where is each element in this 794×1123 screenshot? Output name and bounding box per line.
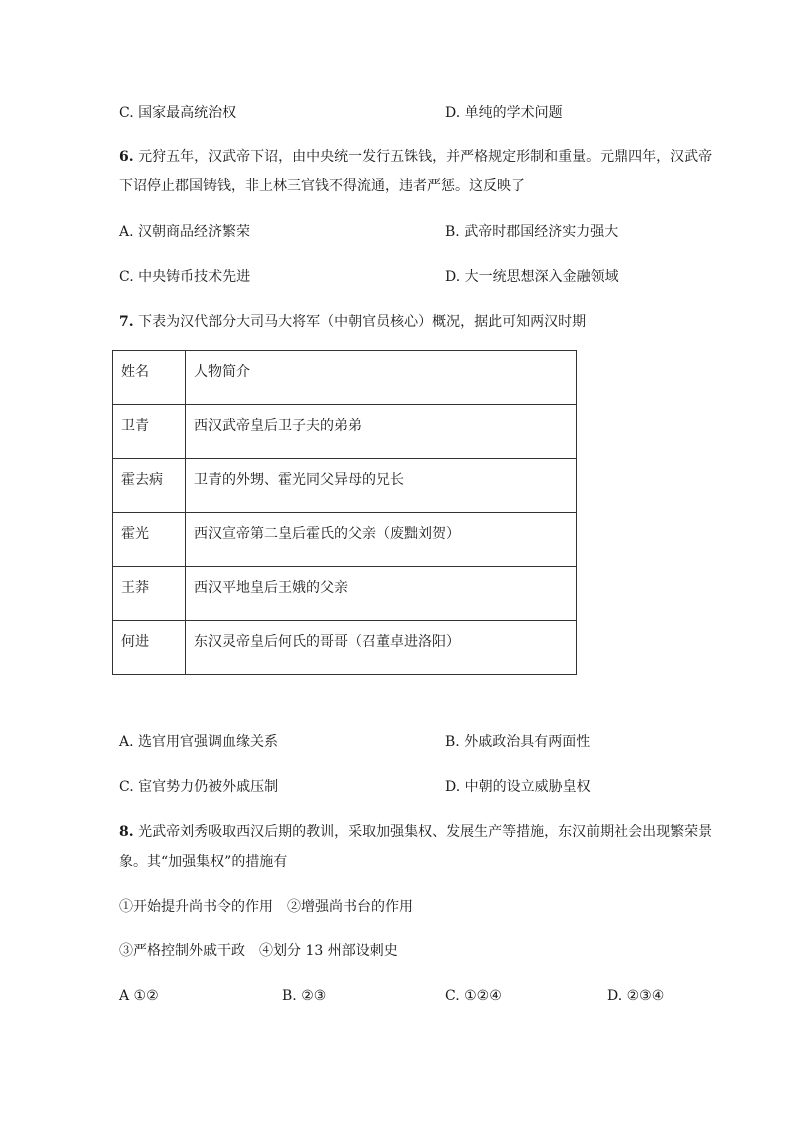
q7-option-c: C. 宦官势力仍被外戚压制 <box>119 779 279 795</box>
q6-stem-line1 <box>119 147 712 167</box>
table-row <box>113 513 577 567</box>
q8-stem-text1: 光武帝刘秀吸取西汉后期的教训，采取加强集权、发展生产等措施，东汉前期社会出现繁荣景 <box>138 824 713 840</box>
table-cell-name: 霍光 <box>113 513 186 567</box>
q6-option-c: C. 中央铸币技术先进 <box>119 269 251 285</box>
q8-stem-line1 <box>119 822 712 842</box>
table-row <box>113 459 577 513</box>
q7-option-a: A. 选官用官强调血缘关系 <box>119 734 279 750</box>
q5-option-c: C. 国家最高统治权 <box>119 105 237 121</box>
q8-option-d: D. ②③④ <box>607 988 665 1004</box>
q5-option-d: D. 单纯的学术问题 <box>445 105 563 121</box>
q7-number: 7. <box>119 314 134 330</box>
q7-option-b: B. 外戚政治具有两面性 <box>445 734 591 750</box>
table-cell-name: 卫青 <box>113 405 186 459</box>
q8-option-a: A ①② <box>119 988 159 1004</box>
table-cell-bio: 卫青的外甥、霍光同父异母的兄长 <box>186 459 577 513</box>
q6-stem-line2: 下诏停止郡国铸钱，非上林三官钱不得流通，违者严惩。这反映了 <box>119 178 525 194</box>
table-header-row <box>113 351 577 405</box>
q6-stem-text1: 元狩五年，汉武帝下诏，由中央统一发行五铢钱，并严格规定形制和重量。元鼎四年，汉武帝 <box>138 149 713 165</box>
table-header-name: 姓名 <box>113 351 186 405</box>
table-row <box>113 621 577 675</box>
table-row <box>113 567 577 621</box>
q6-option-a: A. 汉朝商品经济繁荣 <box>119 224 251 240</box>
table-cell-bio: 西汉武帝皇后卫子夫的弟弟 <box>186 405 577 459</box>
q8-items-line2: ③严格控制外戚干政 ④划分 13 州部设刺史 <box>119 943 398 959</box>
table-row <box>113 405 577 459</box>
q7-stem-text: 下表为汉代部分大司马大将军（中朝官员核心）概况，据此可知两汉时期 <box>138 314 587 330</box>
q8-option-c: C. ①②④ <box>445 988 502 1004</box>
q8-items-line1: ①开始提升尚书令的作用 ②增强尚书台的作用 <box>119 899 413 915</box>
q8-stem-line2: 象。其“加强集权”的措施有 <box>119 854 288 870</box>
table-cell-name: 霍去病 <box>113 459 186 513</box>
q6-option-b: B. 武帝时郡国经济实力强大 <box>445 224 619 240</box>
q7-table <box>112 350 577 675</box>
table-header-bio: 人物简介 <box>186 351 577 405</box>
q8-number: 8. <box>119 824 134 840</box>
table-cell-bio: 西汉平地皇后王娥的父亲 <box>186 567 577 621</box>
q8-option-b: B. ②③ <box>282 988 327 1004</box>
q6-number: 6. <box>119 149 134 165</box>
q7-option-d: D. 中朝的设立威胁皇权 <box>445 779 591 795</box>
q6-option-d: D. 大一统思想深入金融领域 <box>445 269 619 285</box>
table-cell-name: 何进 <box>113 621 186 675</box>
table-cell-name: 王莽 <box>113 567 186 621</box>
table-cell-bio: 东汉灵帝皇后何氏的哥哥（召董卓进洛阳） <box>186 621 577 675</box>
table-cell-bio: 西汉宣帝第二皇后霍氏的父亲（废黜刘贺） <box>186 513 577 567</box>
q7-stem <box>119 312 586 332</box>
